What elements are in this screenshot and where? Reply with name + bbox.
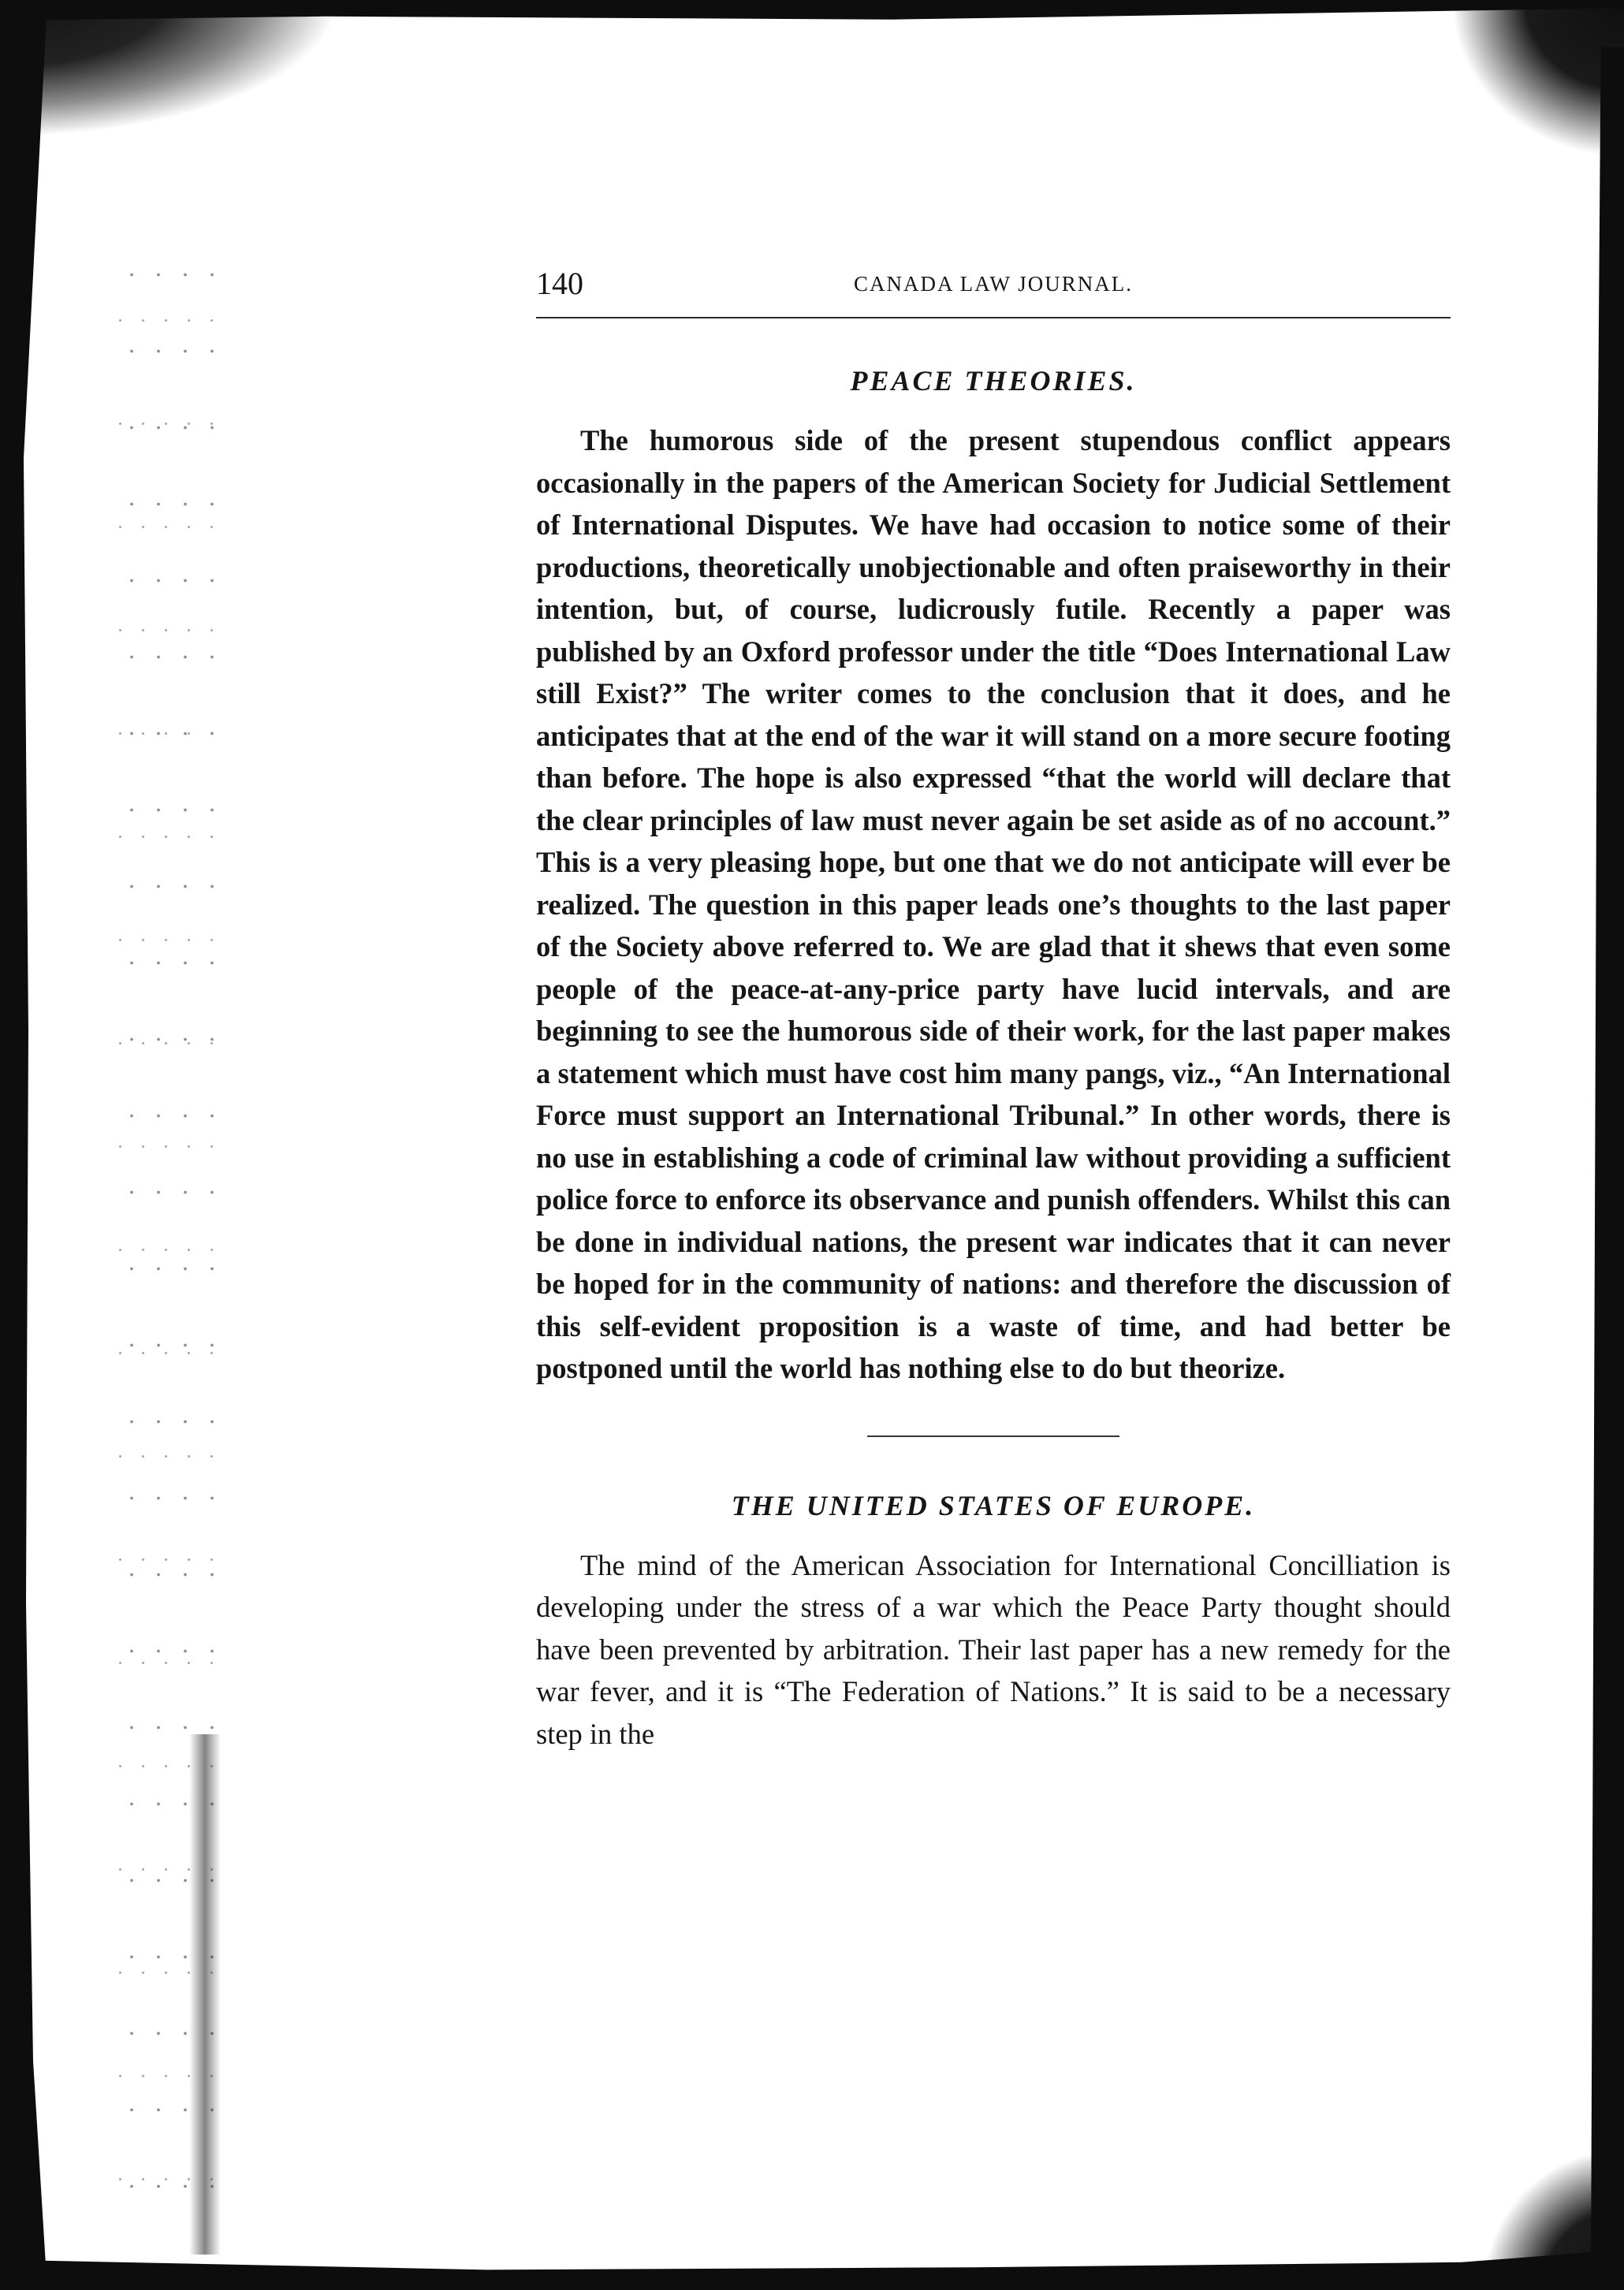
journal-page bbox=[536, 260, 1451, 1755]
scan-shadow-top-left bbox=[0, 0, 331, 134]
article-paragraph: The humorous side of the present stupendous conflict appears occasionally in the papers of the American Society for Judicial Settlement of International Disputes. We have had occasion to notice some of their productions, theoretically unobjectionable and often praiseworthy in their intention, but, of course, ludicrously futile. Recently a paper was published by an Oxford professor under the title “Does International Law still Exist?” The writer comes to the conclusion that it does, and he anticipates that at the end of the war it will stand on a more secure footing than before. The hope is also expressed “that the world will declare that the clear principles of law must never again be set aside as of no account.” This is a very pleasing hope, but one that we do not anticipate will ever be realized. The question in this paper leads one’s thoughts to the last paper of the Society above referred to. We are glad that it shews that even some people of the peace-at-any-price party have lucid intervals, and are beginning to see the humorous side of their work, for the last paper makes a statement which must have cost him many pangs, viz., “An International Force must support an International Tribunal.” In other words, there is no use in establishing a code of criminal law without providing a sufficient police force to enforce its observance and punish offenders. Whilst this can be done in individual nations, the present war indicates that it can never be hoped for in the community of nations: and therefore the discussion of this self-evident proposition is a waste of time, and had better be postponed until the world has nothing else to do but theorize. bbox=[536, 424, 1451, 1384]
scan-edge-left bbox=[0, 0, 47, 2290]
running-head bbox=[536, 260, 1451, 307]
scan-edge-bottom bbox=[0, 2240, 1624, 2290]
article-paragraph: The mind of the American Association for International Concilliation is developing under the stress of a war which the Peace Party thought should have been prevented by arbitration. Their last paper has a new remedy for the war fever, and it is “The Federation of Nations.” It is said to be a necessary step in the bbox=[536, 1548, 1451, 1750]
section-divider bbox=[867, 1435, 1119, 1437]
article-united-states-of-europe bbox=[536, 1489, 1451, 1756]
section-title: PEACE THEORIES. bbox=[850, 365, 1137, 397]
scan-edge-right bbox=[1591, 47, 1624, 2290]
page-number: 140 bbox=[536, 266, 583, 301]
scan-binding-shadow bbox=[189, 1734, 221, 2255]
journal-title: CANADA LAW JOURNAL. bbox=[853, 272, 1134, 296]
header-rule bbox=[536, 317, 1451, 318]
scan-shadow-top-right bbox=[1451, 0, 1624, 158]
article-peace-theories bbox=[536, 364, 1451, 1390]
section-title: THE UNITED STATES OF EUROPE. bbox=[731, 1489, 1256, 1521]
